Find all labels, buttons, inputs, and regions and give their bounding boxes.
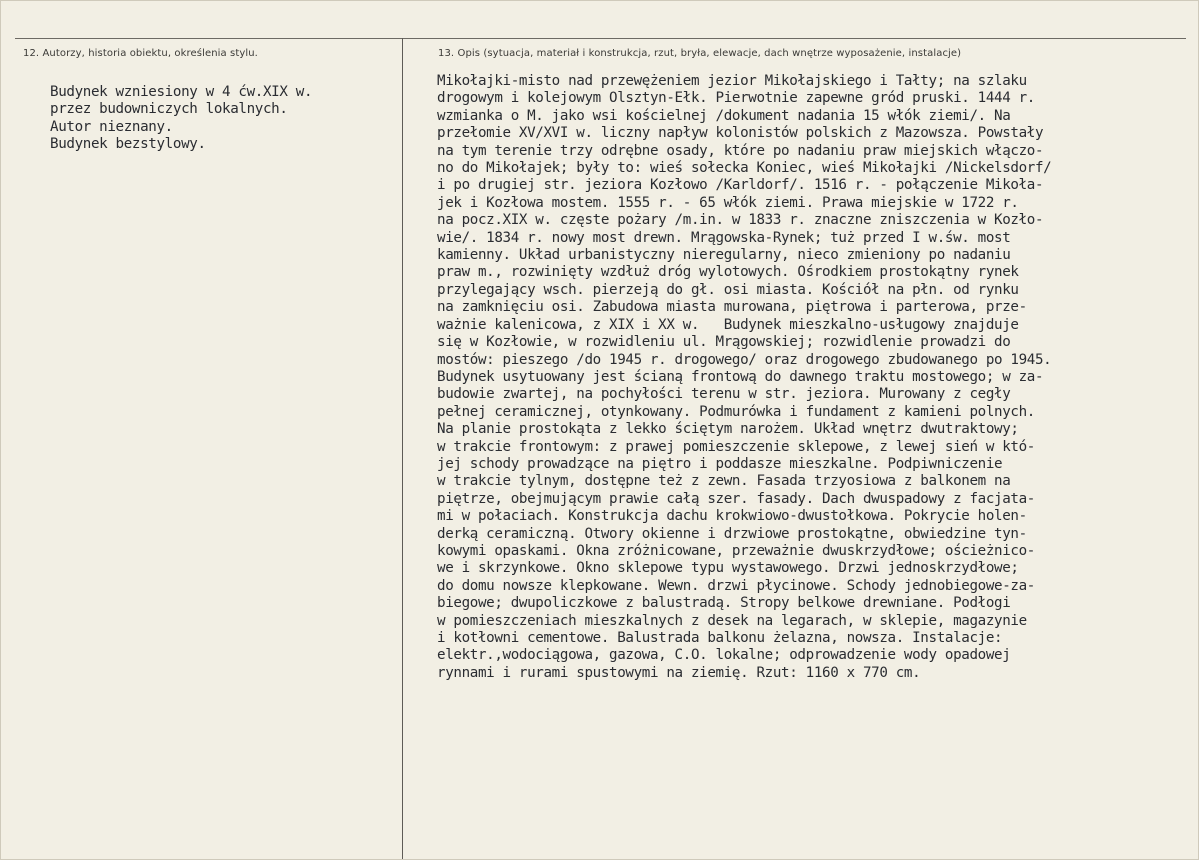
text-line: na tym terenie trzy odrębne osady, które po nadaniu praw miejskich włączo- [437, 142, 1044, 159]
text-line: na zamknięciu osi. Zabudowa miasta murowana, piętrowa i parterowa, prze- [437, 299, 1027, 316]
text-line: ważnie kalenicowa, z XIX i XX w. Budynek mieszkalno-usługowy znajduje [437, 316, 1019, 333]
text-line: Na planie prostokąta z lekko ściętym narożem. Układ wnętrz dwutraktowy; [437, 421, 1019, 438]
text-line: w trakcie tylnym, dostępne też z zewn. Fasada trzyosiowa z balkonem na [437, 473, 1011, 490]
text-line: w trakcie frontowym: z prawej pomieszczenie sklepowe, z lewej sień w któ- [437, 438, 1035, 455]
text-line: przez budowniczych lokalnych. [50, 101, 288, 118]
text-line: elektr.,wodociągowa, gazowa, C.O. lokalne; odprowadzenie wody opadowej [437, 647, 1011, 664]
text-line: jek i Kozłowa mostem. 1555 r. - 65 włók ziemi. Prawa miejskie w 1722 r. [437, 194, 1019, 211]
text-line: Budynek bezstylowy. [50, 136, 206, 153]
text-line: wie/. 1834 r. nowy most drewn. Mrągowska-Rynek; tuż przed I w.św. most [437, 229, 1011, 246]
text-line: praw m., rozwinięty wzdłuż dróg wylotowych. Ośrodkiem prostokątny rynek [437, 264, 1019, 281]
text-line: do domu nowsze klepkowane. Wewn. drzwi płycinowe. Schody jednobiegowe-za- [437, 577, 1035, 594]
section-12-header: 12. Autorzy, historia obiektu, określenia stylu. [23, 48, 258, 59]
column-divider-line [402, 38, 403, 859]
text-line: Mikołajki-misto nad przewężeniem jezior Mikołajskiego i Tałty; na szlaku [437, 73, 1027, 89]
text-line: przylegający wsch. pierzeją do gł. osi miasta. Kościół na płn. od rynku [437, 281, 1019, 298]
text-line: przełomie XV/XVI w. liczny napływ kolonistów polskich z Mazowsza. Powstały [437, 125, 1044, 142]
text-line: Budynek wzniesiony w 4 ćw.XIX w. [50, 84, 313, 100]
text-line: w pomieszczeniach mieszkalnych z desek na legarach, w sklepie, magazynie [437, 612, 1027, 629]
section-13-text [437, 73, 1051, 682]
section-13-header: 13. Opis (sytuacja, materiał i konstrukcja, rzut, bryła, elewacje, dach wnętrze wyposażenie, instalacje) [438, 48, 962, 59]
text-line: na pocz.XIX w. częste pożary /m.in. w 1833 r. znaczne zniszczenia w Kozło- [437, 212, 1044, 229]
text-line: mostów: pieszego /do 1945 r. drogowego/ oraz drogowego zbudowanego po 1945. [437, 351, 1052, 368]
text-line: derką ceramiczną. Otwory okienne i drzwiowe prostokątne, obwiedzine tyn- [437, 525, 1027, 542]
text-line: Autor nieznany. [50, 118, 173, 135]
text-line: kowymi opaskami. Okna zróżnicowane, przeważnie dwuskrzydłowe; ościeżnico- [437, 542, 1035, 559]
text-line: rynnami i rurami spustowymi na ziemię. Rzut: 1160 x 770 cm. [437, 664, 921, 681]
section-12-text [50, 84, 312, 154]
text-line: pełnej ceramicznej, otynkowany. Podmurówka i fundament z kamieni polnych. [437, 403, 1035, 420]
text-line: Budynek usytuowany jest ścianą frontową do dawnego traktu mostowego; w za- [437, 368, 1044, 385]
text-line: no do Mikołajek; były to: wieś sołecka Koniec, wieś Mikołajki /Nickelsdorf/ [437, 160, 1052, 177]
text-line: we i skrzynkowe. Okno sklepowe typu wystawowego. Drzwi jednoskrzydłowe; [437, 560, 1019, 577]
text-line: się w Kozłowie, w rozwidleniu ul. Mrągowskiej; rozwidlenie prowadzi do [437, 334, 1011, 351]
text-line: piętrze, obejmującym prawie całą szer. fasady. Dach dwuspadowy z facjata- [437, 490, 1035, 507]
text-line: i kotłowni cementowe. Balustrada balkonu żelazna, nowsza. Instalacje: [437, 630, 1003, 646]
text-line: kamienny. Układ urbanistyczny nieregularny, nieco zmieniony po nadaniu [437, 247, 1011, 264]
text-line: i po drugiej str. jeziora Kozłowo /Karldorf/. 1516 r. - połączenie Mikoła- [437, 177, 1044, 194]
text-line: biegowe; dwupoliczkowe z balustradą. Stropy belkowe drewniane. Podłogi [437, 595, 1011, 612]
text-line: budowie zwartej, na pochyłości terenu w str. jeziora. Murowany z cegły [437, 386, 1011, 403]
text-line: mi w połaciach. Konstrukcja dachu krokwiowo-dwustołkowa. Pokrycie holen- [437, 508, 1027, 525]
text-line: jej schody prowadzące na piętro i poddasze mieszkalne. Podpiwniczenie [437, 455, 1003, 472]
text-line: wzmianka o M. jako wsi kościelnej /dokument nadania 15 włók ziemi/. Na [437, 107, 1011, 124]
header-divider-line [15, 38, 1186, 39]
text-line: drogowym i kolejowym Olsztyn-Ełk. Pierwotnie zapewne gród pruski. 1444 r. [437, 90, 1035, 107]
